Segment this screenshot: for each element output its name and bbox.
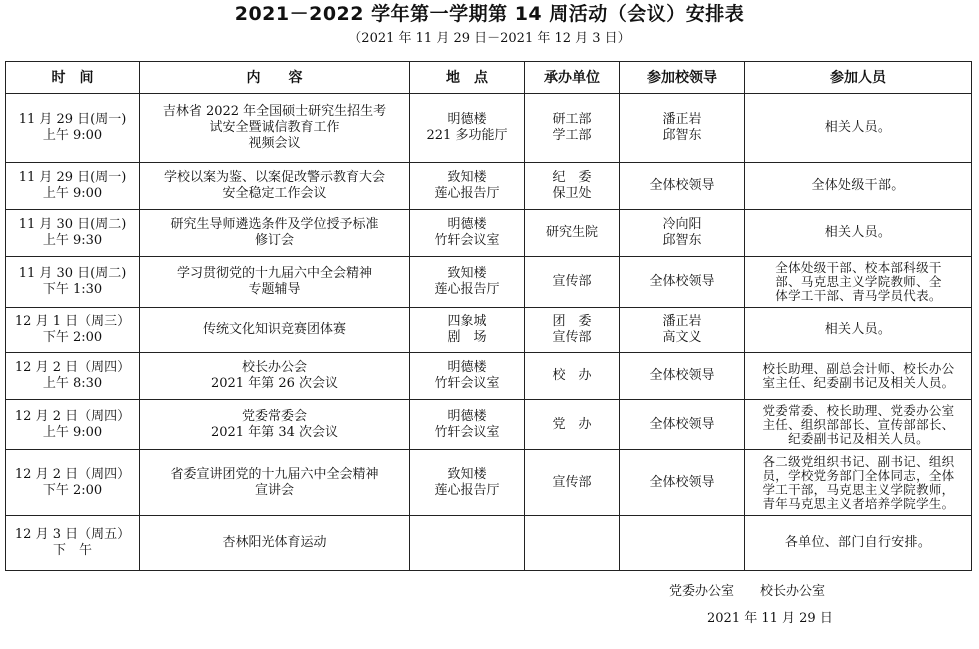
time-line: 12 月 2 日（周四）: [14, 360, 131, 375]
time-cell: [6, 516, 140, 571]
location-cell: [410, 210, 525, 257]
time-line: 12 月 2 日（周四）: [14, 466, 131, 482]
content-cell: [140, 353, 410, 400]
location-line: 竹轩会议室: [434, 233, 500, 248]
participants-line: 党委常委、校长助理、党委办公室: [762, 402, 955, 418]
participants-line: 全体处级干部、校本部科级干: [775, 260, 942, 275]
table-row: [6, 210, 972, 257]
content-cell: [140, 94, 410, 163]
leaders-cell: [620, 400, 745, 450]
footer-issue-date: 2021 年 11 月 29 日: [707, 611, 833, 626]
content-line: 视频会议: [248, 136, 301, 151]
time-line: 12 月 1 日（周三）: [14, 314, 131, 329]
participants-cell: [745, 257, 972, 308]
location-cell: [410, 516, 525, 571]
host-line: 保卫处: [552, 186, 592, 201]
host-line: 团 委: [552, 314, 592, 329]
content-line: 宣讲会: [254, 482, 294, 498]
column-header-location: 地 点: [410, 62, 525, 94]
participants-line: 全体处级干部。: [811, 178, 905, 193]
host-cell: [525, 210, 620, 257]
time-cell: [6, 400, 140, 450]
leaders-line: 邱智东: [662, 128, 702, 143]
leaders-line: 冷向阳: [662, 217, 702, 232]
table-row: [6, 308, 972, 353]
leaders-cell: [620, 210, 745, 257]
participants-line: 各二级党组织书记、副书记、组织: [762, 453, 955, 469]
content-cell: [140, 257, 410, 308]
time-line: 下 午: [52, 543, 92, 558]
content-line: 修订会: [254, 233, 294, 248]
content-line: 党委常委会: [241, 408, 307, 424]
participants-cell: [745, 94, 972, 163]
host-line: 研究生院: [545, 225, 598, 240]
participants-line: 相关人员。: [824, 322, 892, 337]
participants-line: 主任、组织部部长、宣传部部长、: [762, 416, 955, 432]
time-line: 上午 9:00: [42, 186, 103, 201]
location-cell: [410, 257, 525, 308]
participants-line: 室主任、纪委副书记及相关人员。: [762, 375, 955, 390]
leaders-line: 邱智东: [662, 233, 702, 248]
leaders-cell: [620, 353, 745, 400]
participants-line: 相关人员。: [824, 225, 892, 240]
host-line: 宣传部: [552, 274, 592, 289]
time-cell: [6, 308, 140, 353]
location-line: 明德楼: [447, 360, 487, 375]
content-line: 校长办公会: [241, 360, 307, 375]
location-line: 竹轩会议室: [434, 376, 500, 391]
column-header-time: 时 间: [6, 62, 140, 94]
time-line: 上午 8:30: [42, 376, 103, 391]
location-cell: [410, 94, 525, 163]
time-cell: [6, 450, 140, 516]
location-line: 明德楼: [447, 408, 487, 424]
participants-line: 学工干部，马克思主义学院教师，: [762, 481, 955, 497]
host-line: 党 办: [552, 416, 592, 432]
location-line: 明德楼: [447, 112, 487, 127]
time-cell: [6, 257, 140, 308]
location-line: 致知楼: [447, 266, 487, 281]
time-line: 上午 9:30: [42, 233, 103, 248]
time-line: 上午 9:00: [42, 424, 103, 440]
leaders-cell: [620, 94, 745, 163]
leaders-line: 高文义: [662, 330, 702, 345]
table-row: [6, 257, 972, 308]
host-cell: [525, 308, 620, 353]
leaders-line: 全体校领导: [649, 178, 715, 193]
table-row: [6, 400, 972, 450]
column-header-content: 内 容: [140, 62, 410, 94]
location-line: 四象城: [447, 314, 487, 329]
participants-cell: [745, 400, 972, 450]
time-line: 12 月 3 日（周五）: [14, 527, 131, 542]
content-line: 2021 年第 34 次会议: [210, 424, 339, 440]
leaders-line: 潘正岩: [662, 112, 702, 127]
participants-cell: [745, 210, 972, 257]
location-line: 致知楼: [447, 170, 487, 185]
page-title: 2021－2022 学年第一学期第 14 周活动（会议）安排表: [234, 3, 745, 25]
location-line: 剧 场: [447, 330, 487, 345]
host-cell: [525, 163, 620, 210]
content-line: 专题辅导: [248, 282, 301, 297]
time-cell: [6, 94, 140, 163]
table-row: [6, 450, 972, 516]
content-line: 省委宣讲团党的十九届六中全会精神: [170, 466, 379, 482]
host-cell: [525, 400, 620, 450]
host-cell: [525, 94, 620, 163]
host-cell: [525, 450, 620, 516]
location-line: 莲心报告厅: [434, 282, 500, 297]
content-cell: [140, 308, 410, 353]
participants-cell: [745, 163, 972, 210]
location-line: 致知楼: [447, 466, 487, 482]
participants-line: 部、马克思主义学院教师、全: [775, 274, 942, 289]
location-cell: [410, 400, 525, 450]
leaders-cell: [620, 450, 745, 516]
leaders-cell: [620, 257, 745, 308]
participants-line: 纪委副书记及相关人员。: [788, 430, 929, 446]
time-line: 下午 2:00: [42, 330, 103, 345]
host-cell: [525, 257, 620, 308]
table-row: [6, 516, 972, 571]
leaders-line: 全体校领导: [649, 474, 715, 490]
participants-line: 员，学校党务部门全体同志，全体: [762, 467, 955, 483]
content-line: 吉林省 2022 年全国硕士研究生招生考: [162, 104, 387, 119]
location-line: 221 多功能厅: [426, 128, 508, 143]
location-cell: [410, 450, 525, 516]
leaders-cell: [620, 163, 745, 210]
content-line: 学校以案为鉴、以案促改警示教育大会: [163, 170, 385, 185]
location-line: 莲心报告厅: [434, 186, 500, 201]
host-line: 纪 委: [552, 170, 592, 185]
time-cell: [6, 210, 140, 257]
time-line: 下午 1:30: [42, 282, 103, 297]
leaders-line: 全体校领导: [649, 368, 715, 383]
date-range-subtitle: （2021 年 11 月 29 日－2021 年 12 月 3 日）: [348, 31, 631, 46]
leaders-line: 全体校领导: [649, 416, 715, 432]
column-header-leaders: 参加校领导: [620, 62, 745, 94]
host-line: 研工部: [552, 112, 592, 127]
time-line: 11 月 30 日(周二): [18, 217, 127, 232]
leaders-cell: [620, 308, 745, 353]
time-line: 11 月 29 日(周一): [18, 112, 127, 127]
leaders-cell: [620, 516, 745, 571]
time-cell: [6, 353, 140, 400]
participants-line: 各单位、部门自行安排。: [784, 535, 932, 550]
table-header-row: [6, 62, 972, 94]
content-cell: [140, 516, 410, 571]
participants-line: 青年马克思主义者培养学院学生。: [762, 495, 955, 511]
leaders-line: 全体校领导: [649, 274, 715, 289]
host-line: 学工部: [552, 128, 592, 143]
participants-cell: [745, 308, 972, 353]
location-cell: [410, 308, 525, 353]
time-line: 11 月 29 日(周一): [18, 170, 127, 185]
content-cell: [140, 210, 410, 257]
content-cell: [140, 163, 410, 210]
footer-issuing-offices: 党委办公室 校长办公室: [669, 584, 826, 599]
location-line: 竹轩会议室: [434, 424, 500, 440]
content-cell: [140, 400, 410, 450]
participants-cell: [745, 450, 972, 516]
host-line: 宣传部: [552, 330, 592, 345]
participants-cell: [745, 516, 972, 571]
content-line: 试安全暨诚信教育工作: [209, 120, 340, 135]
column-header-participants: 参加人员: [745, 62, 972, 94]
participants-line: 校长助理、副总会计师、校长办公: [762, 361, 955, 376]
host-line: 宣传部: [552, 474, 592, 490]
time-line: 下午 2:00: [42, 482, 103, 498]
time-line: 12 月 2 日（周四）: [14, 408, 131, 424]
location-cell: [410, 163, 525, 210]
participants-line: 体学工干部、青马学员代表。: [775, 288, 942, 303]
table-row: [6, 353, 972, 400]
host-line: 校 办: [552, 368, 592, 383]
schedule-table: [5, 61, 972, 571]
host-cell: [525, 353, 620, 400]
time-cell: [6, 163, 140, 210]
content-line: 杏林阳光体育运动: [222, 535, 327, 550]
content-line: 安全稳定工作会议: [222, 186, 327, 201]
location-line: 明德楼: [447, 217, 487, 232]
content-line: 2021 年第 26 次会议: [210, 376, 339, 391]
content-line: 学习贯彻党的十九届六中全会精神: [176, 266, 372, 281]
content-line: 研究生导师遴选条件及学位授予标准: [170, 217, 379, 232]
content-cell: [140, 450, 410, 516]
column-header-host: 承办单位: [525, 62, 620, 94]
table-row: [6, 94, 972, 163]
host-cell: [525, 516, 620, 571]
participants-cell: [745, 353, 972, 400]
table-row: [6, 163, 972, 210]
location-line: 莲心报告厅: [434, 482, 500, 498]
participants-line: 相关人员。: [824, 120, 892, 135]
leaders-line: 潘正岩: [662, 314, 702, 329]
time-line: 11 月 30 日(周二): [18, 266, 127, 281]
content-line: 传统文化知识竞赛团体赛: [202, 322, 346, 337]
time-line: 上午 9:00: [42, 128, 103, 143]
location-cell: [410, 353, 525, 400]
